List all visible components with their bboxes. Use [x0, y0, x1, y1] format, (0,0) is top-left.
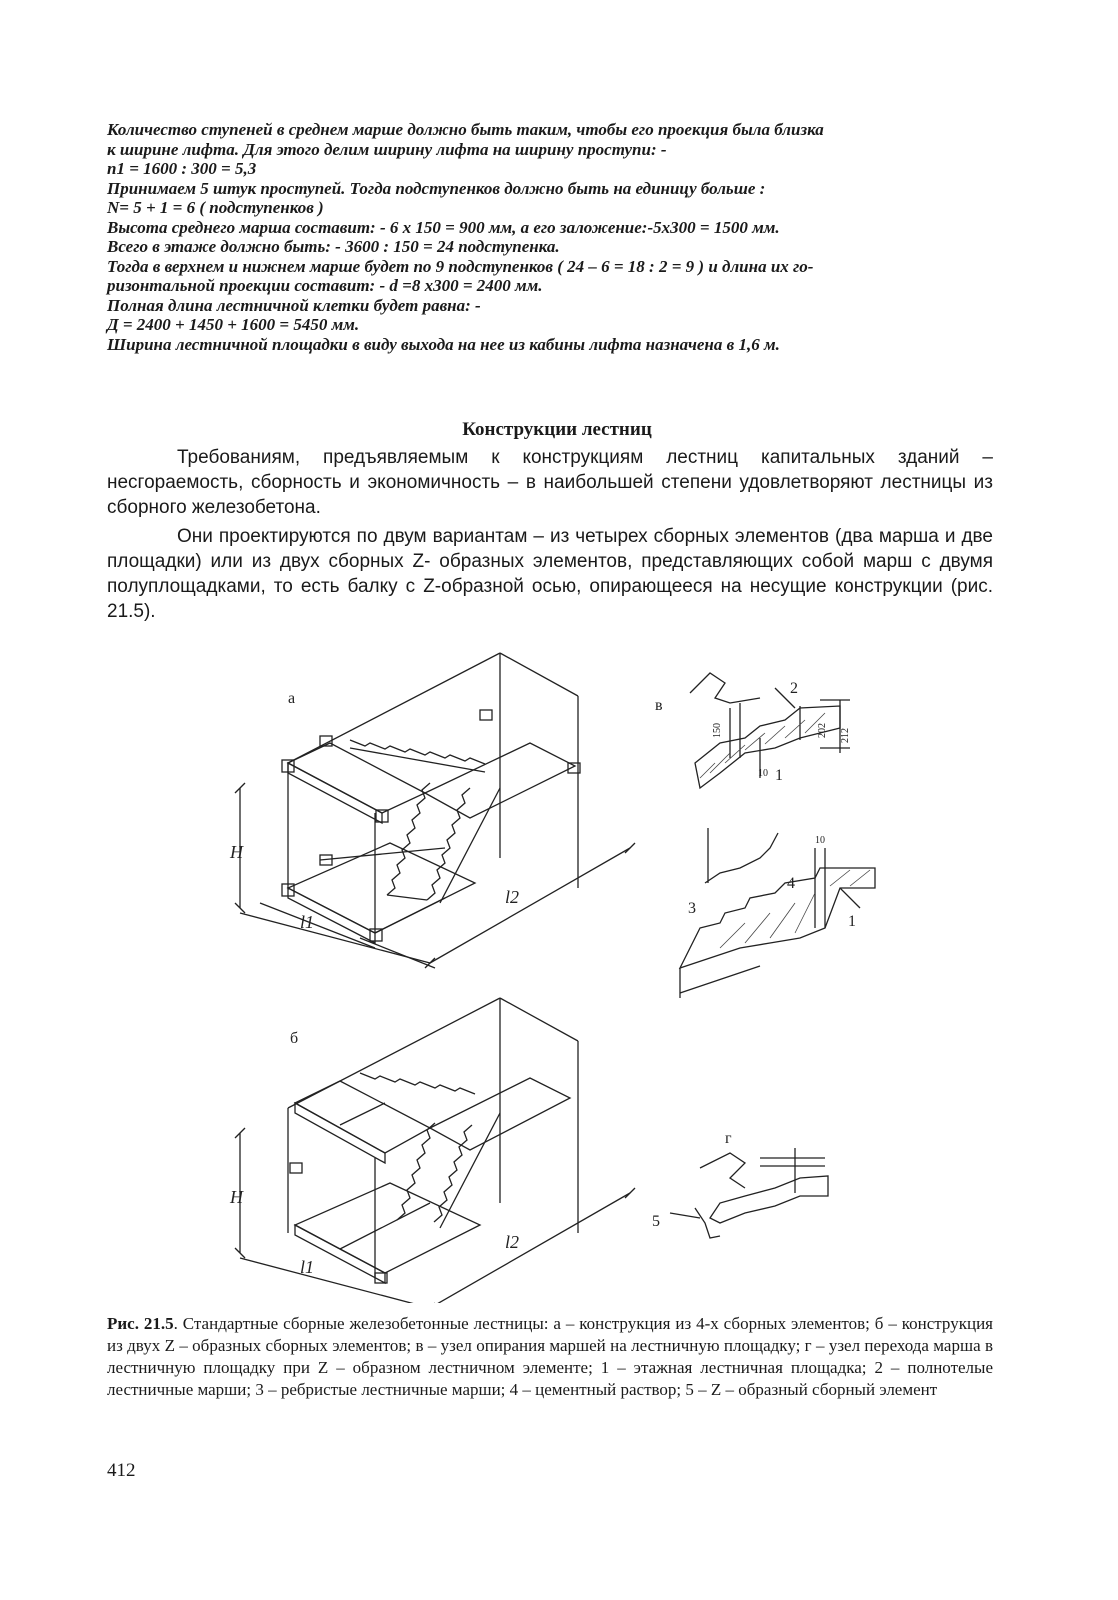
detail-34: [680, 828, 875, 998]
label-g: г: [725, 1130, 732, 1147]
section-heading: Конструкции лестниц: [462, 419, 652, 440]
label-4: 4: [787, 875, 795, 892]
calc-line: Всего в этаже должно быть: - 3600 : 150 = 24 подступенка.: [107, 237, 560, 256]
caption-label: Рис. 21.5: [107, 1314, 174, 1333]
label-b: б: [290, 1030, 299, 1047]
calc-line: к ширине лифта. Для этого делим ширину лифта на ширину проступи: -: [107, 139, 667, 159]
dim-10-b: 10: [758, 768, 768, 779]
body-text: [107, 445, 993, 628]
detail-g: [670, 1148, 828, 1238]
dim-10-a: 10: [815, 835, 825, 846]
paragraph: Требованиям, предъявляемым к конструкциям лестниц капитальных зданий – несгораемость, сборность и экономичность – в наибольшей степени удовлетворяют лестницы из сборного железобетона.: [107, 447, 993, 518]
label-1-g: 1: [848, 913, 856, 930]
calculation-block: [107, 120, 1007, 354]
label-l2: l2: [505, 887, 520, 907]
paragraph: Они проектируются по двум вариантам – из четырех сборных элементов (два марша и две площадки) или из двух сборных Z- образных элементов, представляющих собой марш с двумя полуплощадками, то есть балку с Z-образной осью, опирающееся на несущие конструкции (рис. 21.5).: [107, 526, 993, 622]
calc-line: Полная длина лестничной клетки будет равна: -: [107, 295, 481, 315]
calc-line: Принимаем 5 штук проступей. Тогда подступенков должно быть на единицу больше :: [107, 178, 766, 198]
label-H: H: [230, 842, 243, 862]
label-3: 3: [688, 900, 696, 917]
staircase-figure: [200, 648, 1000, 1303]
label-v: в: [655, 697, 663, 714]
calc-line: n1 = 1600 : 300 = 5,3: [107, 159, 257, 178]
label-1-v: 1: [775, 767, 783, 784]
calc-line: Тогда в верхнем и нижнем марше будет по 9 подступенков ( 24 – 6 = 18 : 2 = 9 ) и длина их го-: [107, 256, 814, 276]
figure-caption: [107, 1313, 993, 1401]
calc-line: ризонтальной проекции составит: - d =8 х300 = 2400 мм.: [107, 276, 543, 295]
calc-line: Д = 2400 + 1450 + 1600 = 5450 мм.: [107, 315, 360, 334]
label-a: а: [288, 690, 296, 707]
calc-line: Ширина лестничной площадки в виду выхода на нее из кабины лифта назначена в 1,6 м.: [107, 334, 780, 354]
dim-212: 212: [840, 728, 851, 743]
calc-line: Количество ступеней в среднем марше должно быть таким, чтобы его проекция была близка: [107, 120, 824, 139]
dim-202: 202: [817, 723, 828, 738]
dim-150: 150: [712, 723, 723, 738]
label-H-b: H: [230, 1187, 243, 1207]
calc-line: N= 5 + 1 = 6 ( подступенков ): [107, 198, 324, 217]
label-l2-b: l2: [505, 1232, 520, 1252]
label-l1: l1: [300, 912, 315, 932]
label-2: 2: [790, 680, 798, 697]
calc-line: Высота среднего марша составит: - 6 х 150 = 900 мм, а его заложение:-5х300 = 1500 мм.: [107, 217, 780, 237]
label-l1-b: l1: [300, 1257, 315, 1277]
page-number: 412: [107, 1460, 136, 1481]
label-5: 5: [652, 1213, 660, 1230]
caption-text: . Стандартные сборные железобетонные лестницы: а – конструкция из 4-х сборных элементов; б – конструкция из двух Z – образных сборных элементов; в – узел опирания маршей на лестничную площадку; г – узел перехода марша в лестничную площадку при Z – образном лестничном элементе; 1 – этажная лестничная площадка; 2 – полнотелые лестничные марши; 3 – ребристые лестничные марши; 4 – цементный раствор; 5 – Z – образный сборный элемент: [107, 1314, 993, 1399]
